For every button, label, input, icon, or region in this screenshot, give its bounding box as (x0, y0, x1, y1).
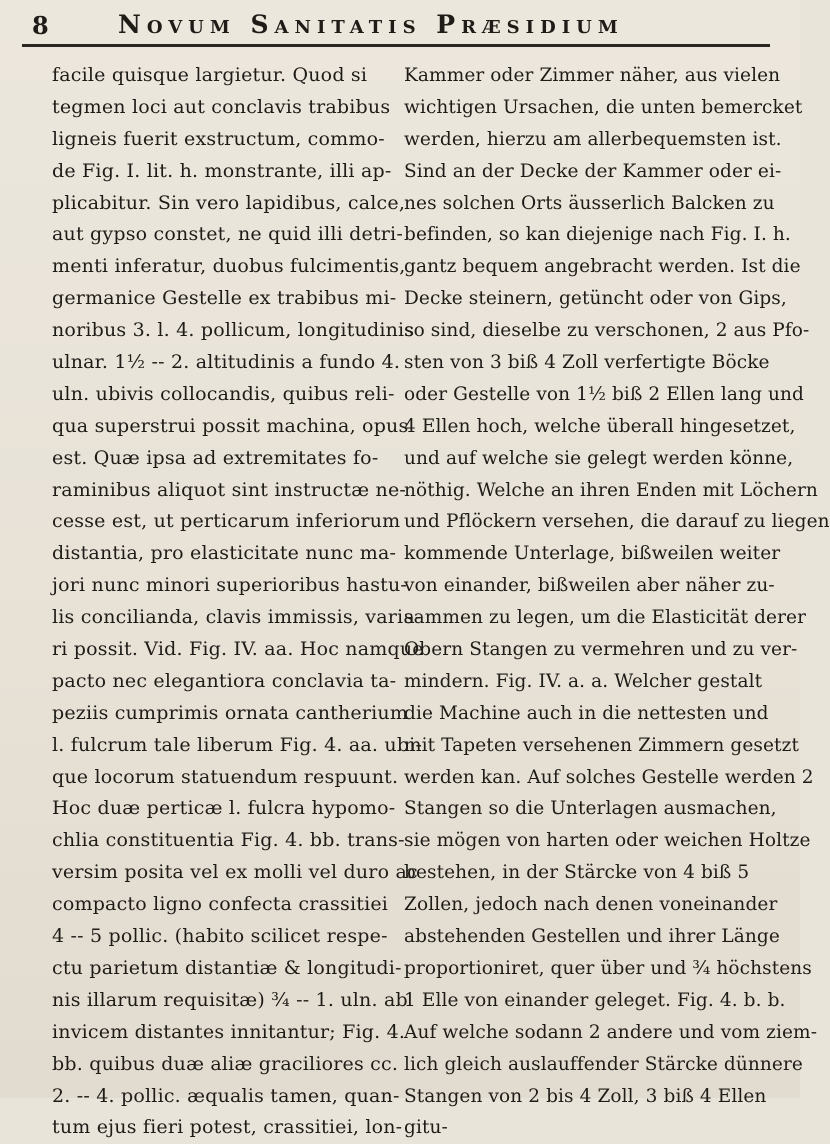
latin-text-line: ctu parietum distantiæ & longitudi- (52, 956, 402, 979)
german-text-line: von einander, bißweilen aber näher zu- (404, 575, 775, 597)
german-text-line: proportioniret, quer über und ¾ höchstens (404, 957, 812, 979)
german-text-line: nöthig. Welche an ihren Enden mit Löchern (404, 479, 818, 501)
latin-text-line: ri possit. Vid. Fig. IV. aa. Hoc namque (52, 638, 424, 661)
latin-text-line: tegmen loci aut conclavis trabibus (52, 95, 391, 118)
latin-text-line: versim posita vel ex molli vel duro ac (52, 861, 418, 884)
latin-text-line: compacto ligno confecta crassitiei (52, 893, 389, 916)
latin-text-line: jori nunc minori superioribus hastu- (52, 574, 408, 597)
latin-text-line: chlia constituentia Fig. 4. bb. trans- (52, 829, 405, 852)
german-text-line: so sind, dieselbe zu verschonen, 2 aus Pfo- (404, 320, 810, 342)
german-text-line: sammen zu legen, um die Elasticität derer (404, 607, 807, 629)
latin-text-line: raminibus aliquot sint instructæ ne- (52, 478, 407, 501)
german-text-line: werden, hierzu am allerbequemsten ist. (404, 128, 782, 150)
page-header (22, 8, 782, 48)
latin-text-line: que locorum statuendum respuunt. (52, 765, 399, 788)
german-text-line: bestehen, in der Stärcke von 4 biß 5 (404, 862, 750, 884)
german-column (404, 60, 830, 1139)
latin-column (52, 60, 424, 1139)
page-number: 8 (32, 11, 49, 40)
latin-text-line: de Fig. I. lit. h. monstrante, illi ap- (52, 159, 392, 182)
german-text-line: mit Tapeten versehenen Zimmern gesetzt (404, 734, 799, 756)
german-text-line: Zollen, jedoch nach denen voneinander (404, 894, 778, 916)
latin-text-line: est. Quæ ipsa ad extremitates fo- (52, 446, 379, 469)
german-text-line: 4 Ellen hoch, welche überall hingesetzet, (404, 415, 796, 437)
header-rule (22, 44, 770, 47)
german-text-line: kommende Unterlage, bißweilen weiter (404, 543, 781, 565)
latin-text-line: lis concilianda, clavis immissis, varia- (52, 606, 422, 629)
german-text-line: Decke steinern, getüncht oder von Gips, (404, 288, 787, 310)
latin-text-line: distantia, pro elasticitate nunc ma- (52, 542, 397, 565)
latin-text-line: pacto nec elegantiora conclavia ta- (52, 669, 397, 692)
german-text-line: Obern Stangen zu vermehren und zu ver- (404, 639, 798, 661)
german-text-line: befinden, so kan diejenige nach Fig. I. h. (404, 224, 791, 246)
german-text-line: Kammer oder Zimmer näher, aus vielen (404, 65, 781, 86)
german-text-line: sten von 3 biß 4 Zoll verfertigte Böcke (404, 352, 770, 374)
latin-text-line: cesse est, ut perticarum inferiorum (52, 510, 401, 533)
latin-text-line: noribus 3. l. 4. pollicum, longitudinis (52, 319, 415, 342)
german-text-line: sie mögen von harten oder weichen Holtze (404, 830, 811, 852)
german-text-line: und auf welche sie gelegt werden könne, (404, 447, 794, 469)
latin-text-line: bb. quibus duæ aliæ graciliores cc. (52, 1052, 399, 1075)
german-text-line: gitu- (404, 1117, 448, 1139)
german-text-line: mindern. Fig. IV. a. a. Welcher gestalt (404, 670, 763, 692)
latin-text-line: aut gypso constet, ne quid illi detri- (52, 223, 403, 246)
latin-text-line: 4 -- 5 pollic. (habito scilicet respe- (52, 925, 388, 948)
german-text-line: lich gleich auslauffender Stärcke dünnere (404, 1053, 803, 1075)
latin-text-line: nis illarum requisitæ) ¾ -- 1. uln. ab (52, 988, 408, 1011)
latin-text-line: qua superstrui possit machina, opus (52, 414, 409, 437)
latin-text-line: Hoc duæ perticæ l. fulcra hypomo- (52, 797, 396, 820)
running-head: Novum Sanitatis Præsidium (118, 10, 624, 39)
latin-text-line: facile quisque largietur. Quod si (52, 64, 368, 86)
german-text-line: 1 Elle von einander geleget. Fig. 4. b. b. (404, 989, 786, 1011)
latin-text-line: invicem distantes innitantur; Fig. 4. (52, 1020, 406, 1043)
latin-text-line: 2. -- 4. pollic. æqualis tamen, quan- (52, 1084, 400, 1107)
latin-text-line: ulnar. 1½ -- 2. altitudinis a fundo 4. (52, 351, 401, 374)
german-text-line: Stangen von 2 bis 4 Zoll, 3 biß 4 Ellen (404, 1085, 767, 1107)
german-text-line: Sind an der Decke der Kammer oder ei- (404, 160, 782, 182)
latin-text-line: plicabitur. Sin vero lapidibus, calce, (52, 191, 406, 214)
german-text-line: abstehenden Gestellen und ihrer Länge (404, 926, 780, 948)
german-text-line: oder Gestelle von 1½ biß 2 Ellen lang und (404, 383, 804, 405)
german-text-line: nes solchen Orts äusserlich Balcken zu (404, 192, 775, 214)
latin-text-line: l. fulcrum tale liberum Fig. 4. aa. ubi- (52, 733, 423, 756)
german-text-line: werden kan. Auf solches Gestelle werden 2 (404, 766, 814, 788)
latin-text-line: ligneis fuerit exstructum, commo- (52, 127, 385, 150)
latin-text-line: tum ejus fieri potest, crassitiei, lon- (52, 1116, 403, 1139)
german-text-line: die Machine auch in die nettesten und (404, 702, 769, 724)
german-text-line: Stangen so die Unterlagen ausmachen, (404, 798, 777, 820)
latin-text-line: uln. ubivis collocandis, quibus reli- (52, 382, 395, 405)
german-text-line: Auf welche sodann 2 andere und vom ziem- (404, 1021, 818, 1043)
german-text-line: gantz bequem angebracht werden. Ist die (404, 256, 801, 278)
latin-text-line: germanice Gestelle ex trabibus mi- (52, 287, 397, 310)
german-text-line: wichtigen Ursachen, die unten bemercket (404, 96, 803, 118)
german-text-line: und Pflöckern versehen, die darauf zu liegen (404, 511, 830, 533)
latin-text-line: menti inferatur, duobus fulcimentis, (52, 255, 406, 278)
latin-text-line: peziis cumprimis ornata cantherium (52, 701, 409, 724)
